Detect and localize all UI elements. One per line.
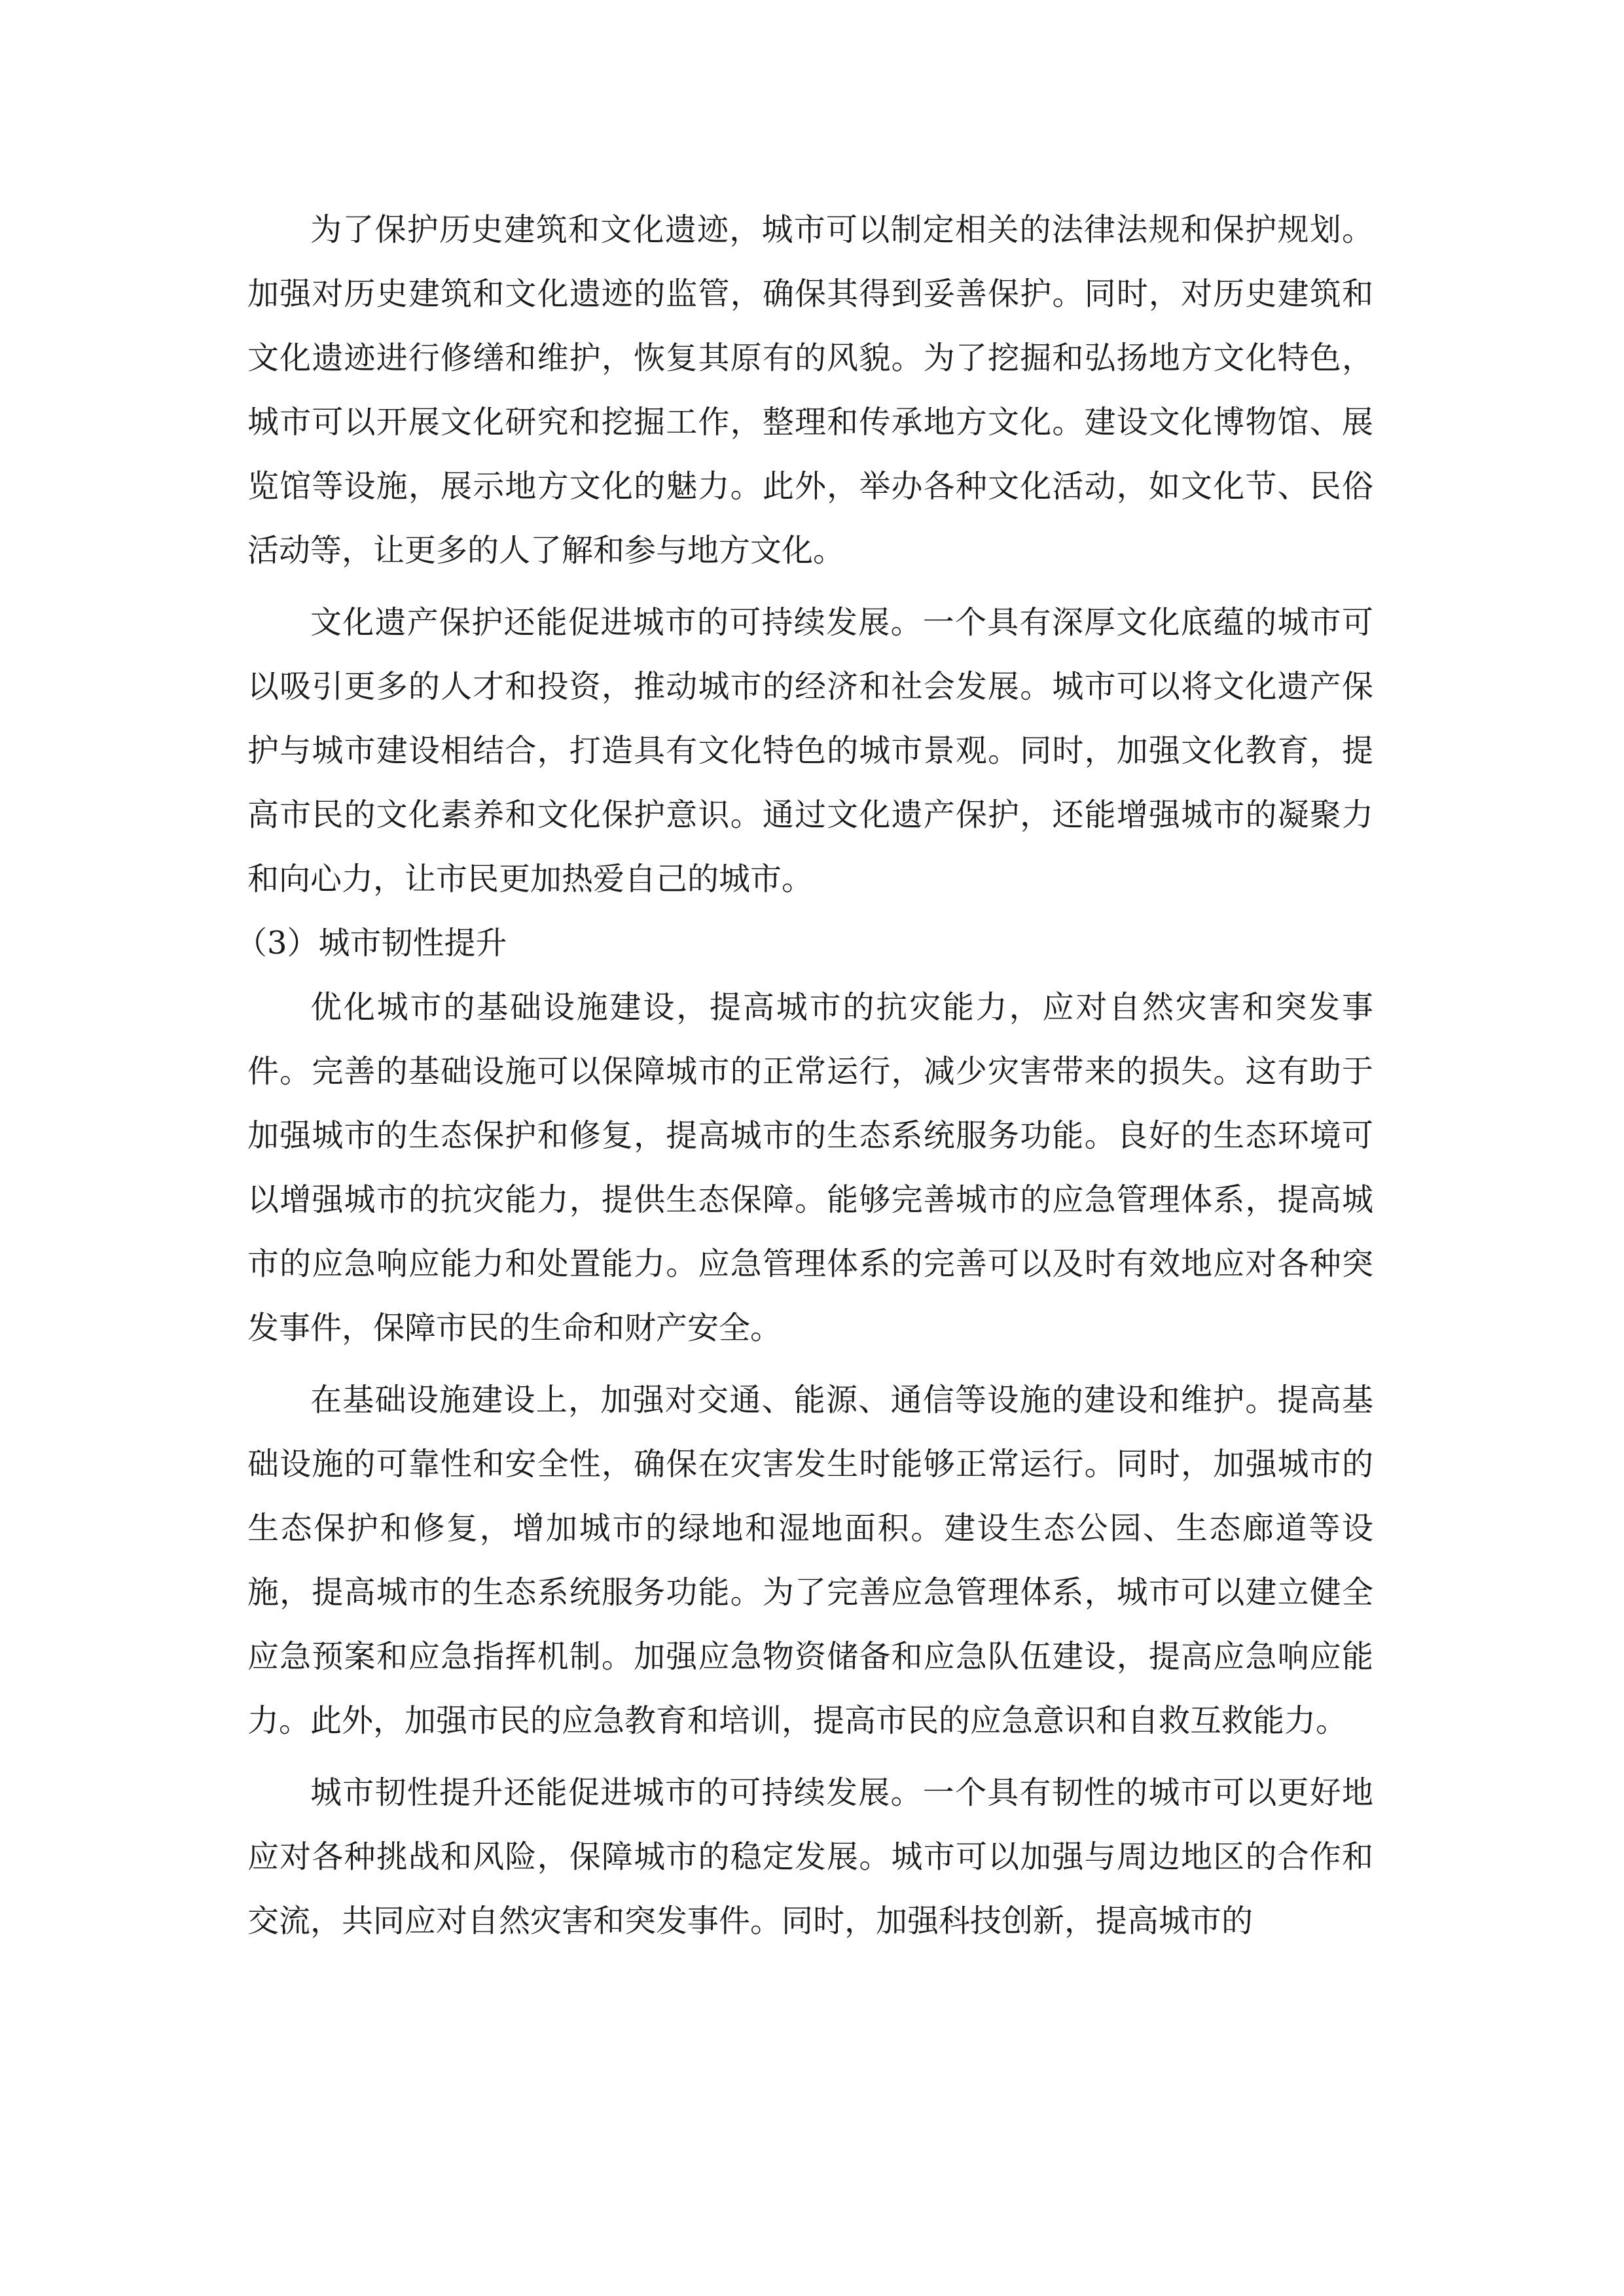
paragraph-heritage-protection: 为了保护历史建筑和文化遗迹，城市可以制定相关的法律法规和保护规划。加强对历史建筑和文化遗迹的监管，确保其得到妥善保护。同时，对历史建筑和文化遗迹进行修缮和维护，恢复其原有的风貌。为了挖掘和弘扬地方文化特色，城市可以开展文化研究和挖掘工作，整理和传承地方文化。建设文化博物馆、展览馆等设施，展示地方文化的魅力。此外，举办各种文化活动，如文化节、民俗活动等，让更多的人了解和参与地方文化。	[247, 211, 1373, 569]
paragraph-infrastructure-optimization: 优化城市的基础设施建设，提高城市的抗灾能力，应对自然灾害和突发事件。完善的基础设施可以保障城市的正常运行，减少灾害带来的损失。这有助于加强城市的生态保护和修复，提高城市的生态系统服务功能。良好的生态环境可以增强城市的抗灾能力，提供生态保障。能够完善城市的应急管理体系，提高城市的应急响应能力和处置能力。应急管理体系的完善可以及时有效地应对各种突发事件，保障市民的生命和财产安全。	[247, 989, 1373, 1346]
document-body	[236, 198, 1373, 1953]
paragraph-resilience-sustainability: 城市韧性提升还能促进城市的可持续发展。一个具有韧性的城市可以更好地应对各种挑战和风险，保障城市的稳定发展。城市可以加强与周边地区的合作和交流，共同应对自然灾害和突发事件。同时，加强科技创新，提高城市的	[247, 1774, 1373, 1939]
paragraph-infrastructure-construction: 在基础设施建设上，加强对交通、能源、通信等设施的建设和维护。提高基础设施的可靠性和安全性，确保在灾害发生时能够正常运行。同时，加强城市的生态保护和修复，增加城市的绿地和湿地面积。建设生态公园、生态廊道等设施，提高城市的生态系统服务功能。为了完善应急管理体系，城市可以建立健全应急预案和应急指挥机制。加强应急物资储备和应急队伍建设，提高应急响应能力。此外，加强市民的应急教育和培训，提高市民的应急意识和自救互救能力。	[247, 1382, 1373, 1739]
paragraph-heritage-sustainability: 文化遗产保护还能促进城市的可持续发展。一个具有深厚文化底蕴的城市可以吸引更多的人才和投资，推动城市的经济和社会发展。城市可以将文化遗产保护与城市建设相结合，打造具有文化特色的城市景观。同时，加强文化教育，提高市民的文化素养和文化保护意识。通过文化遗产保护，还能增强城市的凝聚力和向心力，让市民更加热爱自己的城市。	[247, 604, 1373, 897]
section-heading-urban-resilience: （3）城市韧性提升	[236, 925, 507, 961]
